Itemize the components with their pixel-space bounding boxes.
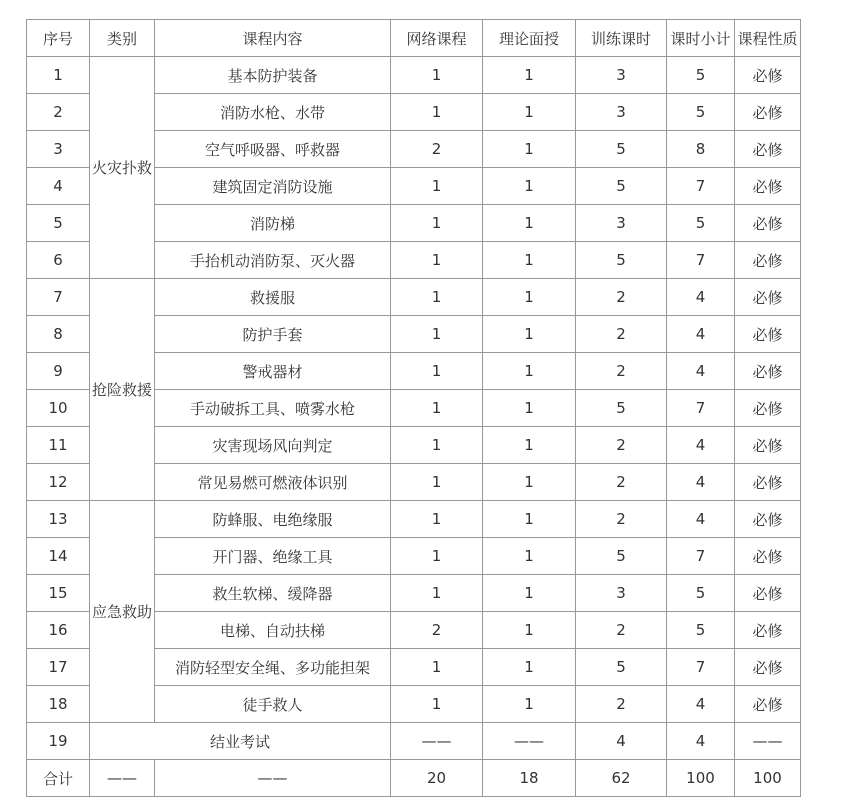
cell-subtotal: 7 (667, 538, 735, 575)
table-header-row (27, 20, 801, 57)
cell-online: 2 (391, 612, 483, 649)
cell-content: 结业考试 (90, 723, 391, 760)
cell-nature: 必修 (735, 649, 801, 686)
cell-content: 救生软梯、缓降器 (155, 575, 391, 612)
cell-no: 2 (27, 94, 90, 131)
cell-subtotal: 4 (667, 501, 735, 538)
table-row (27, 57, 801, 94)
cell-online: 1 (391, 168, 483, 205)
cell-content: 防护手套 (155, 316, 391, 353)
cell-nature: 必修 (735, 279, 801, 316)
cell-subtotal: 7 (667, 168, 735, 205)
cell-nature: 必修 (735, 612, 801, 649)
cell-training: 5 (576, 538, 667, 575)
cell-content: —— (155, 760, 391, 797)
cell-theory: 1 (483, 316, 576, 353)
cell-training: 5 (576, 242, 667, 279)
cell-subtotal: 4 (667, 316, 735, 353)
table-row (27, 501, 801, 538)
cell-theory: 1 (483, 501, 576, 538)
cell-no: 14 (27, 538, 90, 575)
cell-online: 1 (391, 242, 483, 279)
cell-theory: 1 (483, 538, 576, 575)
cell-training: 3 (576, 205, 667, 242)
cell-no: 3 (27, 131, 90, 168)
cell-nature: 必修 (735, 390, 801, 427)
cell-online: 1 (391, 353, 483, 390)
cell-content: 消防水枪、水带 (155, 94, 391, 131)
cell-nature: 必修 (735, 427, 801, 464)
cell-content: 消防轻型安全绳、多功能担架 (155, 649, 391, 686)
cell-subtotal: 7 (667, 390, 735, 427)
course-table-container (26, 19, 801, 797)
cell-nature: 100 (735, 760, 801, 797)
cell-subtotal: 5 (667, 612, 735, 649)
exam-row (27, 723, 801, 760)
cell-category: 抢险救援 (90, 279, 155, 501)
cell-online: 1 (391, 501, 483, 538)
cell-training: 2 (576, 501, 667, 538)
cell-no: 15 (27, 575, 90, 612)
cell-content: 手动破拆工具、喷雾水枪 (155, 390, 391, 427)
cell-nature: 必修 (735, 94, 801, 131)
cell-nature: —— (735, 723, 801, 760)
cell-online: 1 (391, 427, 483, 464)
cell-training: 5 (576, 168, 667, 205)
cell-total-label: 合计 (27, 760, 90, 797)
cell-training: 5 (576, 649, 667, 686)
cell-online: 1 (391, 279, 483, 316)
table-row (27, 279, 801, 316)
cell-content: 徒手救人 (155, 686, 391, 723)
cell-subtotal: 4 (667, 723, 735, 760)
cell-nature: 必修 (735, 575, 801, 612)
cell-online: 1 (391, 205, 483, 242)
cell-online: 1 (391, 686, 483, 723)
cell-content: 常见易燃可燃液体识别 (155, 464, 391, 501)
cell-no: 4 (27, 168, 90, 205)
cell-training: 2 (576, 427, 667, 464)
cell-training: 3 (576, 575, 667, 612)
cell-theory: 1 (483, 131, 576, 168)
header-category: 类别 (90, 20, 155, 57)
cell-no: 1 (27, 57, 90, 94)
cell-subtotal: 4 (667, 427, 735, 464)
cell-subtotal: 4 (667, 279, 735, 316)
cell-content: 开门器、绝缘工具 (155, 538, 391, 575)
cell-online: 1 (391, 316, 483, 353)
cell-content: 手抬机动消防泵、灭火器 (155, 242, 391, 279)
cell-content: 建筑固定消防设施 (155, 168, 391, 205)
course-table (26, 19, 801, 797)
cell-nature: 必修 (735, 464, 801, 501)
header-nature: 课程性质 (735, 20, 801, 57)
cell-theory: 1 (483, 353, 576, 390)
header-content: 课程内容 (155, 20, 391, 57)
cell-theory: 1 (483, 57, 576, 94)
cell-content: 基本防护装备 (155, 57, 391, 94)
cell-no: 17 (27, 649, 90, 686)
total-row (27, 760, 801, 797)
cell-online: 1 (391, 649, 483, 686)
cell-theory: 1 (483, 686, 576, 723)
cell-subtotal: 4 (667, 353, 735, 390)
header-online: 网络课程 (391, 20, 483, 57)
cell-no: 16 (27, 612, 90, 649)
cell-theory: 1 (483, 279, 576, 316)
cell-training: 3 (576, 57, 667, 94)
cell-content: 消防梯 (155, 205, 391, 242)
cell-subtotal: 4 (667, 686, 735, 723)
cell-training: 2 (576, 686, 667, 723)
cell-no: 11 (27, 427, 90, 464)
cell-theory: 1 (483, 94, 576, 131)
cell-training: 62 (576, 760, 667, 797)
cell-nature: 必修 (735, 501, 801, 538)
cell-nature: 必修 (735, 205, 801, 242)
cell-no: 6 (27, 242, 90, 279)
cell-training: 2 (576, 279, 667, 316)
cell-no: 12 (27, 464, 90, 501)
cell-theory: 1 (483, 427, 576, 464)
cell-subtotal: 5 (667, 57, 735, 94)
cell-subtotal: 5 (667, 94, 735, 131)
cell-training: 5 (576, 131, 667, 168)
cell-subtotal: 7 (667, 649, 735, 686)
cell-training: 4 (576, 723, 667, 760)
cell-no: 18 (27, 686, 90, 723)
cell-online: 1 (391, 390, 483, 427)
cell-theory: 1 (483, 242, 576, 279)
cell-content: 警戒器材 (155, 353, 391, 390)
cell-subtotal: 5 (667, 205, 735, 242)
cell-subtotal: 7 (667, 242, 735, 279)
cell-online: —— (391, 723, 483, 760)
cell-no: 19 (27, 723, 90, 760)
cell-online: 20 (391, 760, 483, 797)
cell-subtotal: 5 (667, 575, 735, 612)
cell-theory: 1 (483, 464, 576, 501)
cell-online: 1 (391, 538, 483, 575)
cell-theory: 1 (483, 390, 576, 427)
cell-category: 应急救助 (90, 501, 155, 723)
cell-nature: 必修 (735, 242, 801, 279)
cell-content: 防蜂服、电绝缘服 (155, 501, 391, 538)
cell-training: 2 (576, 353, 667, 390)
cell-subtotal: 100 (667, 760, 735, 797)
cell-nature: 必修 (735, 316, 801, 353)
cell-no: 10 (27, 390, 90, 427)
cell-nature: 必修 (735, 57, 801, 94)
cell-subtotal: 8 (667, 131, 735, 168)
cell-online: 1 (391, 57, 483, 94)
cell-nature: 必修 (735, 131, 801, 168)
cell-online: 1 (391, 94, 483, 131)
cell-theory: 18 (483, 760, 576, 797)
cell-nature: 必修 (735, 353, 801, 390)
cell-no: 8 (27, 316, 90, 353)
table-body (27, 57, 801, 797)
cell-content: 救援服 (155, 279, 391, 316)
cell-no: 13 (27, 501, 90, 538)
cell-training: 5 (576, 390, 667, 427)
cell-online: 1 (391, 575, 483, 612)
cell-nature: 必修 (735, 538, 801, 575)
cell-online: 2 (391, 131, 483, 168)
cell-theory: 1 (483, 575, 576, 612)
cell-nature: 必修 (735, 168, 801, 205)
cell-nature: 必修 (735, 686, 801, 723)
cell-online: 1 (391, 464, 483, 501)
cell-theory: 1 (483, 649, 576, 686)
cell-no: 5 (27, 205, 90, 242)
cell-content: 空气呼吸器、呼救器 (155, 131, 391, 168)
header-training: 训练课时 (576, 20, 667, 57)
cell-training: 2 (576, 316, 667, 353)
cell-content: 电梯、自动扶梯 (155, 612, 391, 649)
cell-content: 灾害现场风向判定 (155, 427, 391, 464)
header-subtotal: 课时小计 (667, 20, 735, 57)
cell-theory: 1 (483, 168, 576, 205)
cell-category: —— (90, 760, 155, 797)
cell-training: 2 (576, 612, 667, 649)
cell-theory: 1 (483, 205, 576, 242)
cell-subtotal: 4 (667, 464, 735, 501)
header-theory: 理论面授 (483, 20, 576, 57)
cell-category: 火灾扑救 (90, 57, 155, 279)
cell-training: 3 (576, 94, 667, 131)
header-no: 序号 (27, 20, 90, 57)
cell-theory: —— (483, 723, 576, 760)
cell-theory: 1 (483, 612, 576, 649)
cell-no: 7 (27, 279, 90, 316)
cell-no: 9 (27, 353, 90, 390)
cell-training: 2 (576, 464, 667, 501)
